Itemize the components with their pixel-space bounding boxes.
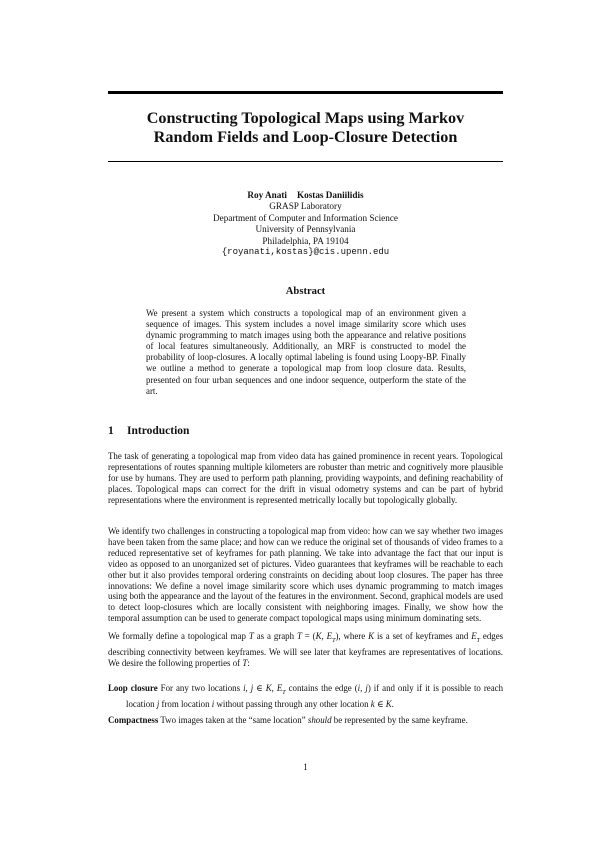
university: University of Pennsylvania — [255, 224, 356, 235]
def2-text-a: Two images taken at the “same location” — [160, 714, 306, 725]
def2-text-b: be represented by the same keyframe. — [333, 714, 468, 725]
title-line-2: Random Fields and Loop-Closure Detection — [153, 128, 458, 146]
affiliation: GRASP Laboratory — [269, 201, 342, 212]
author-names — [108, 190, 503, 201]
address: Philadelphia, PA 19104 — [262, 235, 349, 246]
author-2: Kostas Daniilidis — [296, 190, 364, 200]
abstract-heading: Abstract — [285, 286, 326, 297]
p3-text-e: edges describing connectivity between keyframes. We will see later that keyframes are representatives of locations. We desire the following properties of — [108, 631, 504, 668]
page-number: 1 — [303, 762, 308, 772]
intro-paragraph-1: The task of generating a topological map from video data has gained prominence in recent years. Topological representations of routes spanning multiple kilometers are robuster than metric and cognitively more plausible for use by humans. They are used to perform path planning, providing waypoints, and defining reachability of places. Topological maps can correct for the drift in visual odometry systems and can be part of hybrid representations where the environment is represented metrically locally but topologically globally. — [108, 451, 503, 505]
section-number: 1 — [108, 425, 114, 437]
intro-paragraph-3: We formally define a topological map T as a graph T = (K, $E_T$), where K is a set of keyframes and $E_T$ edges describing connectivity between keyframes. We will see later that keyframes are representatives of locations. We desire the following properties of T: — [108, 631, 504, 668]
section-heading — [108, 425, 503, 437]
author-1: Roy Anati — [247, 190, 287, 200]
title-top-rule — [108, 91, 503, 94]
p3-text-c: , where — [338, 631, 366, 641]
property-definitions — [108, 683, 503, 731]
p3-text-a: We formally define a topological map — [108, 631, 246, 641]
def1-text-b: contains the edge — [288, 683, 352, 693]
abstract-text: We present a system which constructs a topological map of an environment given a sequence of images. This system includes a novel image similarity score which uses dynamic programming to match images using both the appearance and relative positions of local features simultaneously. Additionally, an MRF is constructed to model the probability of loop-closures. A locally optimal labeling is found using Loopy-BP. Finally we outline a method to generate a topological map from loop closure data. Results, presented on four urban sequences and one indoor sequence, outperform the state of the art. — [146, 308, 466, 396]
author-block — [108, 190, 503, 258]
title-bottom-rule — [108, 161, 503, 162]
def2-emphasis: should — [307, 714, 332, 725]
def1-text-e: without passing through any other location — [216, 698, 369, 709]
title-line-1: Constructing Topological Maps using Markov — [146, 109, 465, 127]
def1-text-d: from location — [161, 698, 210, 709]
department: Department of Computer and Information Science — [213, 212, 398, 223]
def1-text-a: For any two locations — [160, 683, 241, 693]
p3-text-f: : — [247, 657, 250, 668]
definition-compactness — [108, 715, 503, 726]
def-term-loop-closure: Loop closure — [108, 683, 158, 693]
p3-text-d: is a set of keyframes and — [376, 631, 469, 641]
def-term-compactness: Compactness — [108, 714, 159, 725]
paper-title — [108, 109, 503, 147]
p3-text-b: as a graph — [256, 631, 295, 641]
author-email: {royanati,kostas}@cis.upenn.edu — [221, 247, 390, 258]
def1-text-c: if and only if it is possible to reach location — [126, 683, 504, 709]
definition-loop-closure: Loop closure For any two locations i, j ∈ K, $E_T$ contains the edge (i, j) if and only if it is possible to reach location j from location i without passing through any other location k ∈ K. — [108, 683, 504, 709]
section-title: Introduction — [127, 425, 190, 437]
intro-paragraph-2: We identify two challenges in constructing a topological map from video: how can we say whether two images have been taken from the same place; and how can we reduce the original set of thousands of video frames to a reduced representative set of keyframes for path planning. We take into advantage the fact that our input is video as opposed to an unorganized set of pictures. Video guarantees that keyframes will be reachable to each other but it also provides temporal ordering constraints on deciding about loop closures. The paper has three innovations: We define a novel image similarity score which uses dynamic programming to match images using both the appearance and the layout of the features in the environment. Second, graphical models are used to detect loop-closures which are locally consistent with neighboring images. Finally, we show how the temporal assumption can be used to generate compact topological maps using minimum dominating sets. — [108, 526, 503, 624]
